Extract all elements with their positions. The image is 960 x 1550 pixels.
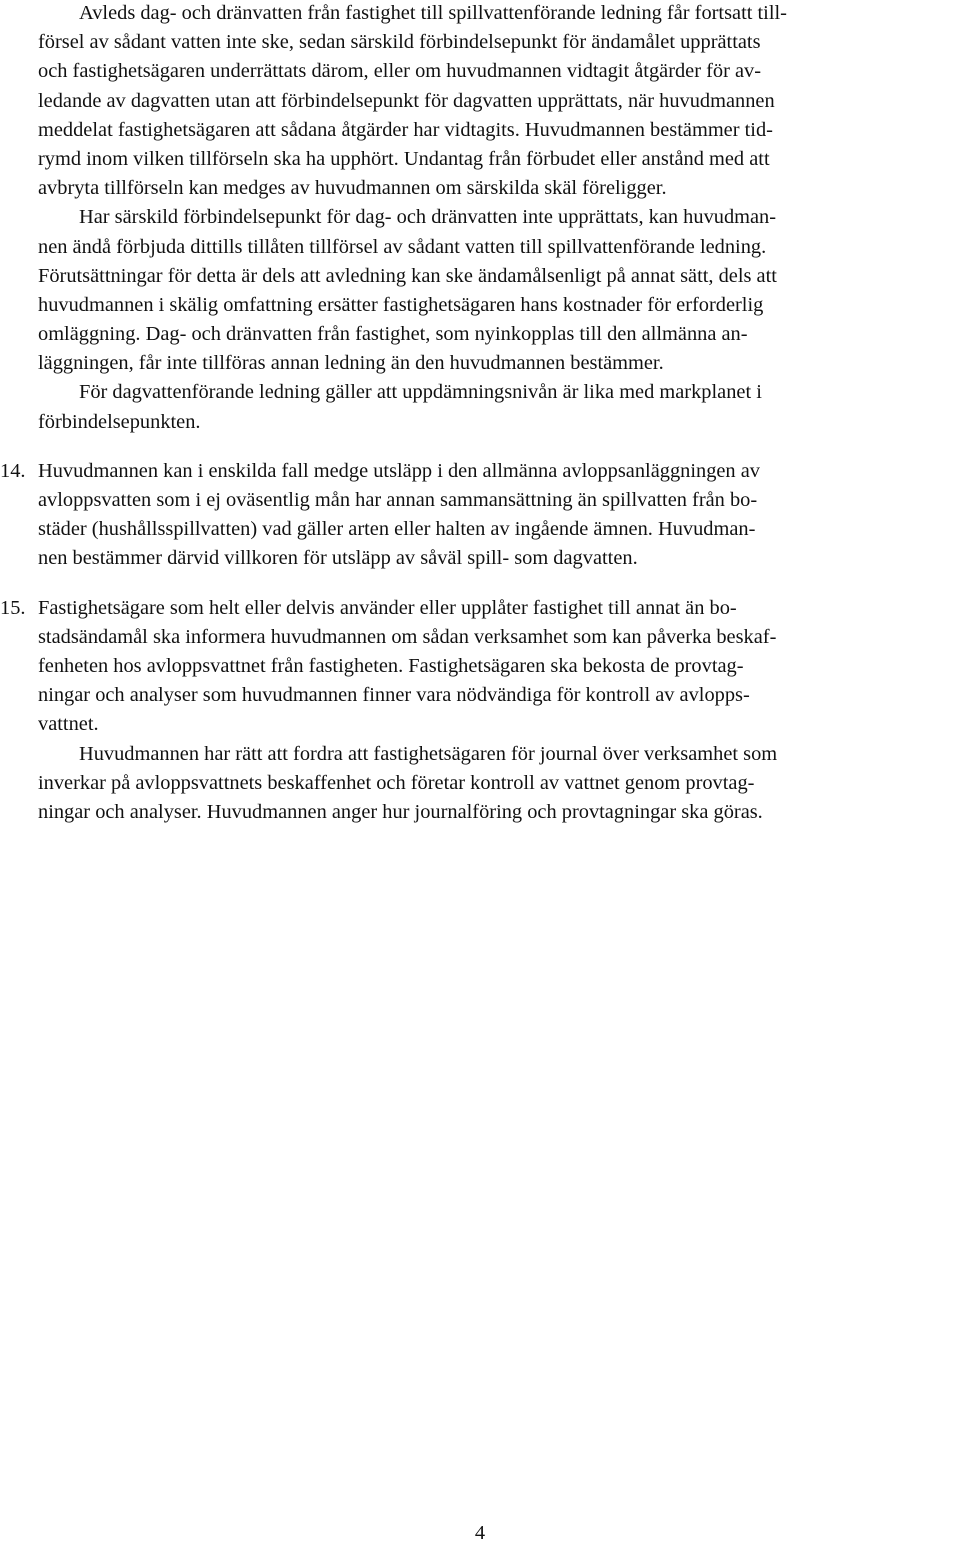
text-line: meddelat fastighetsägaren att sådana åtgärder har vidtagits. Huvudmannen bestämmer tid- xyxy=(38,118,773,141)
text-line: ningar och analyser. Huvudmannen anger hur journalföring och provtagningar ska göras. xyxy=(38,800,763,823)
section-15 xyxy=(0,594,922,828)
text-line: rymd inom vilken tillförseln ska ha upphört. Undantag från förbudet eller anstånd med att xyxy=(38,147,770,170)
text-line: Avleds dag- och dränvatten från fastighet till spillvattenförande ledning får fortsatt till- xyxy=(79,2,787,24)
text-line: nen bestämmer därvid villkoren för utsläpp av såväl spill- som dagvatten. xyxy=(38,547,638,570)
text-line: nen ändå förbjuda dittills tillåten tillförsel av sådant vatten till spillvattenförande ledning. xyxy=(38,235,767,258)
text-line: avloppsvatten som i ej oväsentlig mån har annan sammansättning än spillvatten från bo- xyxy=(38,489,758,511)
text-line: inverkar på avloppsvattnets beskaffenhet och företar kontroll av vattnet genom provtag- xyxy=(38,771,755,794)
paragraph-dagvatten xyxy=(38,378,922,436)
text-line: fenheten hos avloppsvattnet från fastigheten. Fastighetsägaren ska bekosta de provtag- xyxy=(38,654,744,677)
section-text: Fastighetsägare som helt eller delvis använder eller upplåter fastighet till annat än bo- xyxy=(38,596,737,619)
text-line: Huvudmannen har rätt att fordra att fastighetsägaren för journal över verksamhet som xyxy=(79,742,778,765)
text-line: Har särskild förbindelsepunkt för dag- och dränvatten inte upprättats, kan huvudman- xyxy=(79,206,777,229)
text-line: ledande av dagvatten utan att förbindelsepunkt för dagvatten upprättats, när huvudmannen xyxy=(38,89,775,112)
text-line: läggningen, får inte tillföras annan ledning än den huvudmannen bestämmer. xyxy=(38,352,664,375)
text-line: huvudmannen i skälig omfattning ersätter fastighetsägaren hans kostnader för erforderlig xyxy=(38,293,764,316)
text-line: vattnet. xyxy=(38,713,99,736)
section-text: Huvudmannen kan i enskilda fall medge utsläpp i den allmänna avloppsanläggningen av xyxy=(38,459,760,482)
paragraph-avledning xyxy=(38,0,922,203)
text-line: Förutsättningar för detta är dels att avledning kan ske ändamålsenligt på annat sätt, dels att xyxy=(38,264,777,287)
text-line: För dagvattenförande ledning gäller att uppdämningsnivån är lika med markplanet i xyxy=(79,381,762,404)
text-line: stadsändamål ska informera huvudmannen om sådan verksamhet som kan påverka beskaf- xyxy=(38,625,777,648)
text-line: 14. Huvudmannen kan i enskilda fall medge utsläpp i den allmänna avloppsanläggningen av xyxy=(0,459,760,482)
text-line: städer (hushållsspillvatten) vad gäller arten eller halten av ingående ämnen. Huvudman- xyxy=(38,518,756,541)
section-14 xyxy=(0,457,922,574)
text-line: försel av sådant vatten inte ske, sedan särskild förbindelsepunkt för ändamålet upprättats xyxy=(38,31,761,54)
text-line: och fastighetsägaren underrättats därom, eller om huvudmannen vidtagit åtgärder för av- xyxy=(38,60,762,83)
text-line: avbryta tillförseln kan medges av huvudmannen om särskilda skäl föreligger. xyxy=(38,177,667,200)
text-line: förbindelsepunkten. xyxy=(38,410,201,433)
paragraph-forbindelsepunkt xyxy=(38,203,922,378)
text-line: ningar och analyser som huvudmannen finner vara nödvändiga för kontroll av avlopps- xyxy=(38,684,750,707)
spacer xyxy=(38,437,922,457)
text-line: 15. Fastighetsägare som helt eller delvis använder eller upplåter fastighet till annat än bo- xyxy=(0,596,737,619)
text-line: omläggning. Dag- och dränvatten från fastighet, som nyinkopplas till den allmänna an- xyxy=(38,323,748,346)
page-number: 4 xyxy=(474,1522,486,1544)
spacer xyxy=(38,574,922,594)
